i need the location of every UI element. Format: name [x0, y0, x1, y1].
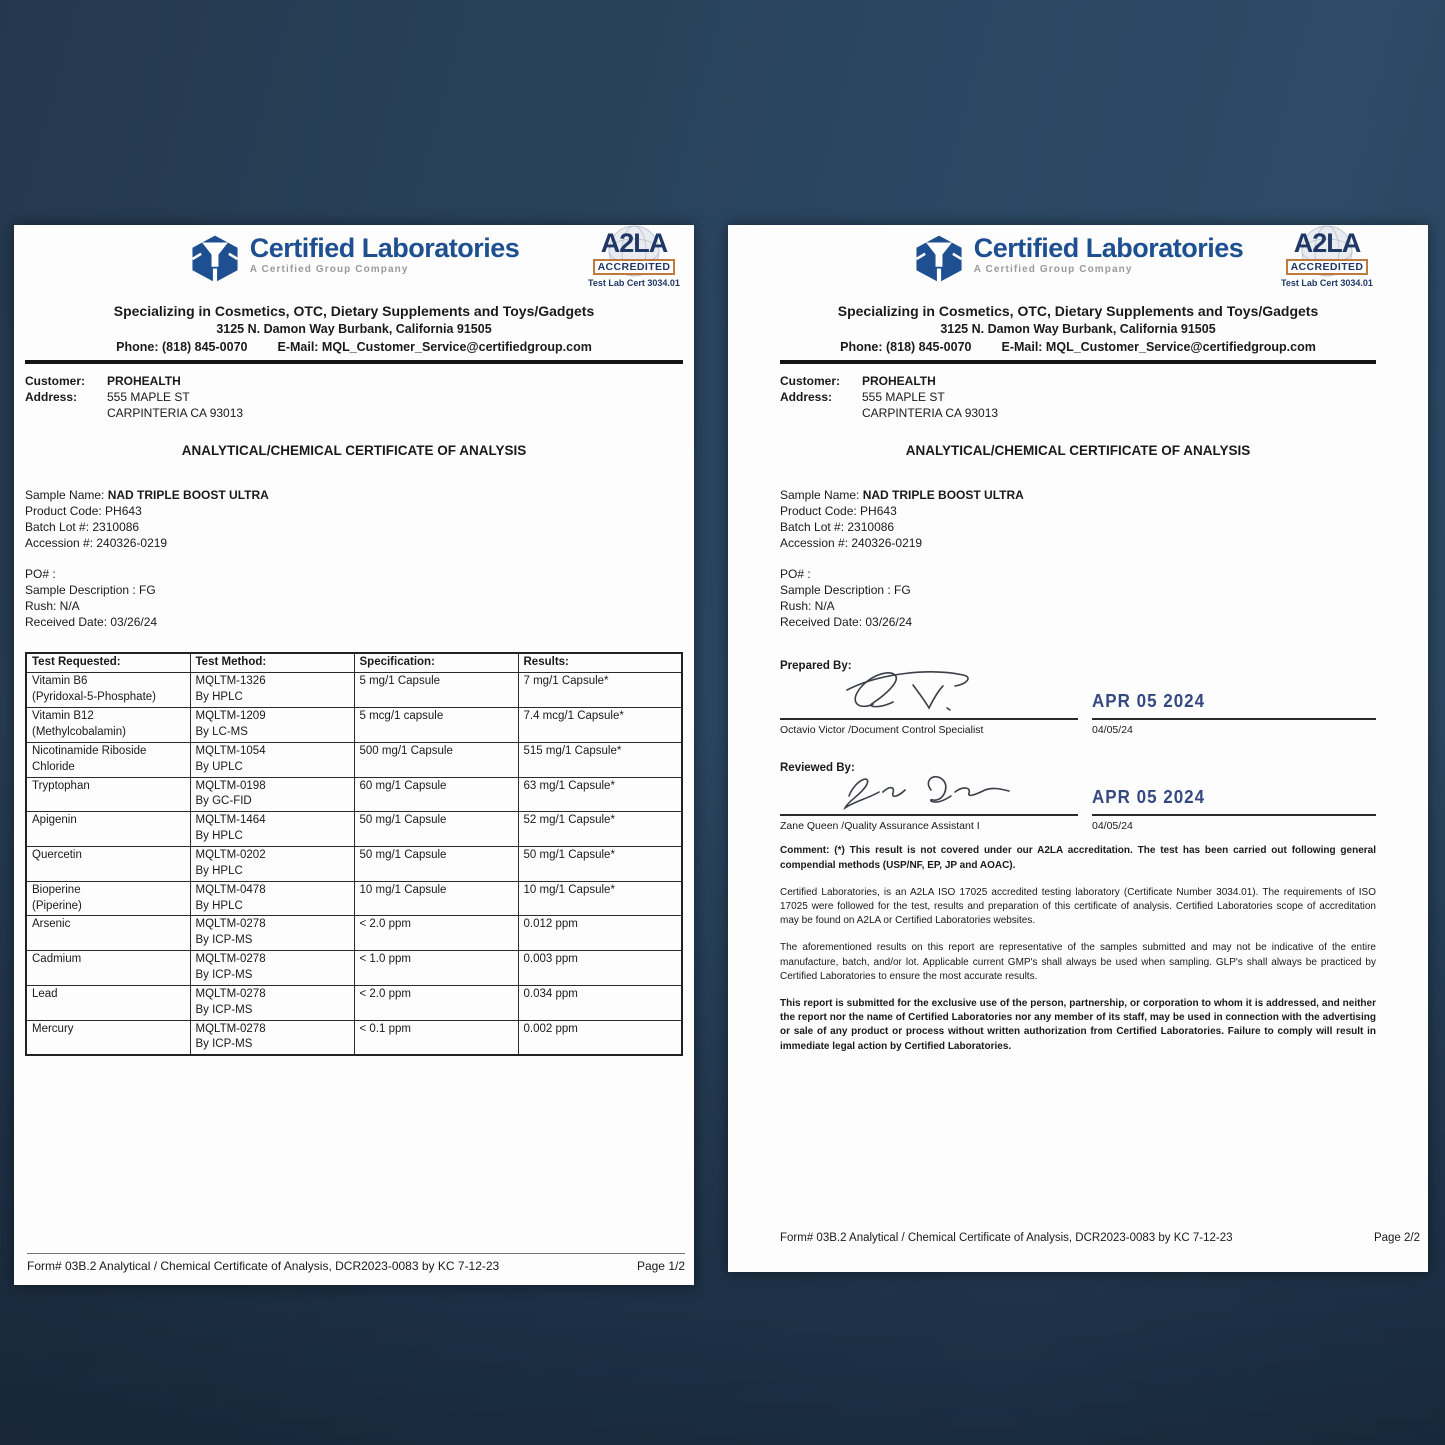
lab-address-line: 3125 N. Damon Way Burbank, California 91505: [216, 322, 492, 336]
test-requested-cell: Mercury: [26, 1020, 190, 1055]
col-test-method: Test Method:: [190, 653, 354, 672]
table-row: [26, 846, 682, 881]
lab-email: E-Mail: MQL_Customer_Service@certifiedgroup.com: [277, 340, 592, 354]
representative-paragraph: The aforementioned results on this report are representative of the samples submitted and may not be indicative of the entire manufacture, batch, and/or lot. Applicable current GMP's shall always be used when sampling. GLP's shall always be practiced by Certified Laboratories to ensure the most accurate results.: [780, 942, 1376, 982]
table-row: [26, 673, 682, 708]
results-cell: 0.034 ppm: [518, 985, 682, 1020]
footer-page-number: Page 2/2: [1373, 1232, 1420, 1244]
test-lab-cert-number: Test Lab Cert 3034.01: [1281, 278, 1373, 288]
certified-laboratories-logo-icon: [189, 234, 241, 289]
test-method-cell: MQLTM-0278 By ICP-MS: [190, 985, 354, 1020]
test-method-cell: MQLTM-1326 By HPLC: [190, 673, 354, 708]
customer-name: PROHEALTH: [862, 374, 936, 388]
lab-phone: Phone: (818) 845-0070: [116, 340, 248, 354]
results-cell: 7.4 mcg/1 Capsule*: [518, 708, 682, 743]
results-cell: 63 mg/1 Capsule*: [518, 777, 682, 812]
accredited-label: ACCREDITED: [593, 259, 676, 275]
accreditation-paragraph: Certified Laboratories, is an A2LA ISO 17025 accredited testing laboratory (Certificate Number 3034.01). The requirements of ISO 17025 were followed for the test, results and preparation of this certificate of analysis. Certified Laboratories scope of accreditation may be found on A2LA or Certified Laboratories websites.: [780, 886, 1376, 927]
test-method-cell: MQLTM-1054 By UPLC: [190, 742, 354, 777]
accession-number: Accession #: 240326-0219: [25, 536, 168, 551]
prepared-date: 04/05/24: [1092, 718, 1376, 736]
table-row: [26, 812, 682, 847]
specializing-line: Specializing in Cosmetics, OTC, Dietary Supplements and Toys/Gadgets: [113, 303, 595, 319]
po-number: PO# :: [25, 567, 56, 582]
specification-cell: < 1.0 ppm: [354, 951, 518, 986]
table-row: [26, 916, 682, 951]
results-cell: 50 mg/1 Capsule*: [518, 846, 682, 881]
specializing-line: Specializing in Cosmetics, OTC, Dietary Supplements and Toys/Gadgets: [837, 303, 1319, 319]
accession-number: Accession #: 240326-0219: [780, 536, 923, 551]
test-method-cell: MQLTM-1464 By HPLC: [190, 812, 354, 847]
test-requested-cell: Bioperine (Piperine): [26, 881, 190, 916]
customer-address-line1: 555 MAPLE ST: [862, 389, 945, 404]
a2la-accredited-badge: [1274, 230, 1380, 288]
test-method-cell: MQLTM-0202 By HPLC: [190, 846, 354, 881]
page2-footer: [780, 1232, 1420, 1244]
sample-info-block: [780, 487, 1376, 631]
test-requested-cell: Vitamin B6 (Pyridoxal-5-Phosphate): [26, 673, 190, 708]
header-divider: [780, 360, 1376, 364]
customer-label: Customer:: [780, 374, 841, 388]
test-requested-cell: Tryptophan: [26, 777, 190, 812]
prepared-name-title: Octavio Victor /Document Control Specialist: [780, 718, 1078, 736]
certificate-title: ANALYTICAL/CHEMICAL CERTIFICATE OF ANALYSIS: [181, 442, 527, 458]
reviewed-date: 04/05/24: [1092, 814, 1376, 832]
prepared-by-block: [780, 660, 1376, 736]
received-date: Received Date: 03/26/24: [780, 615, 913, 630]
table-row: [26, 777, 682, 812]
specification-cell: < 2.0 ppm: [354, 985, 518, 1020]
customer-address-line2: CARPINTERIA CA 93013: [107, 405, 244, 420]
test-method-cell: MQLTM-0278 By ICP-MS: [190, 916, 354, 951]
specification-cell: 50 mg/1 Capsule: [354, 846, 518, 881]
table-header-row: [26, 653, 682, 672]
reviewed-date-stamp: APR 05 2024: [1092, 787, 1206, 808]
rush: Rush: N/A: [780, 599, 835, 614]
customer-block: [780, 374, 1376, 422]
sample-description: Sample Description : FG: [780, 583, 911, 598]
test-method-cell: MQLTM-1209 By LC-MS: [190, 708, 354, 743]
a2la-logo-text: A2LA: [600, 228, 668, 258]
test-requested-cell: Arsenic: [26, 916, 190, 951]
specification-cell: 10 mg/1 Capsule: [354, 881, 518, 916]
product-code: Product Code: PH643: [780, 503, 897, 518]
prepared-signature: [835, 660, 1015, 718]
footer-form-line: Form# 03B.2 Analytical / Chemical Certificate of Analysis, DCR2023-0083 by KC 7-12-23: [27, 1259, 500, 1273]
specification-cell: < 2.0 ppm: [354, 916, 518, 951]
page1-footer: [27, 1253, 685, 1273]
batch-lot: Batch Lot #: 2310086: [25, 520, 140, 535]
reviewed-by-block: [780, 762, 1376, 832]
results-cell: 515 mg/1 Capsule*: [518, 742, 682, 777]
company-name: Certified Laboratories: [249, 233, 520, 263]
address-label: Address:: [780, 389, 833, 404]
company-name: Certified Laboratories: [973, 233, 1244, 263]
accredited-label: ACCREDITED: [1286, 259, 1369, 275]
test-lab-cert-number: Test Lab Cert 3034.01: [588, 278, 680, 288]
specification-cell: 5 mcg/1 capsule: [354, 708, 518, 743]
coa-page-2: [728, 225, 1428, 1272]
customer-label: Customer:: [25, 374, 86, 388]
sample-name-label: Sample Name:: [25, 487, 108, 502]
sample-name-value: NAD TRIPLE BOOST ULTRA: [862, 487, 1024, 502]
test-requested-cell: Quercetin: [26, 846, 190, 881]
results-cell: 0.003 ppm: [518, 951, 682, 986]
specification-cell: 50 mg/1 Capsule: [354, 812, 518, 847]
a2la-logo-text: A2LA: [1293, 228, 1361, 258]
po-number: PO# :: [780, 567, 811, 582]
product-code: Product Code: PH643: [25, 503, 142, 518]
customer-block: [25, 374, 683, 422]
results-table: [25, 652, 683, 1056]
comment-paragraph: Comment: (*) This result is not covered under our A2LA accreditation. The test has been carried out following general compendial methods (USP/NF, EP, JP and AOAC).: [780, 845, 1376, 871]
test-requested-cell: Nicotinamide Riboside Chloride: [26, 742, 190, 777]
col-test-requested: Test Requested:: [26, 653, 190, 672]
specification-cell: 5 mg/1 Capsule: [354, 673, 518, 708]
table-row: [26, 1020, 682, 1055]
prepared-by-label: Prepared By:: [780, 660, 852, 673]
results-cell: 7 mg/1 Capsule*: [518, 673, 682, 708]
prepared-date-stamp: APR 05 2024: [1092, 691, 1206, 712]
results-cell: 0.012 ppm: [518, 916, 682, 951]
table-row: [26, 951, 682, 986]
col-results: Results:: [518, 653, 682, 672]
specification-cell: 60 mg/1 Capsule: [354, 777, 518, 812]
sample-description: Sample Description : FG: [25, 583, 156, 598]
rush: Rush: N/A: [25, 599, 80, 614]
address-label: Address:: [25, 389, 78, 404]
col-specification: Specification:: [354, 653, 518, 672]
results-cell: 10 mg/1 Capsule*: [518, 881, 682, 916]
specification-cell: < 0.1 ppm: [354, 1020, 518, 1055]
company-subtitle: A Certified Group Company: [973, 264, 1133, 276]
certified-laboratories-logo-icon: [913, 234, 965, 289]
results-cell: 52 mg/1 Capsule*: [518, 812, 682, 847]
document-header: [25, 229, 683, 364]
coa-page-1: [14, 225, 694, 1285]
reviewed-name-title: Zane Queen /Quality Assurance Assistant I: [780, 814, 1078, 832]
lab-email: E-Mail: MQL_Customer_Service@certifiedgroup.com: [1001, 340, 1316, 354]
certificate-title: ANALYTICAL/CHEMICAL CERTIFICATE OF ANALYSIS: [905, 442, 1251, 458]
table-row: [26, 742, 682, 777]
header-divider: [25, 360, 683, 364]
table-row: [26, 985, 682, 1020]
sample-name-label: Sample Name:: [780, 487, 863, 502]
test-method-cell: MQLTM-0478 By HPLC: [190, 881, 354, 916]
document-header: [780, 229, 1376, 364]
table-row: [26, 881, 682, 916]
received-date: Received Date: 03/26/24: [25, 615, 158, 630]
test-requested-cell: Lead: [26, 985, 190, 1020]
customer-name: PROHEALTH: [107, 374, 181, 388]
company-subtitle: A Certified Group Company: [249, 264, 409, 276]
reviewed-signature: [835, 762, 1035, 814]
sample-name-value: NAD TRIPLE BOOST ULTRA: [107, 487, 269, 502]
test-requested-cell: Cadmium: [26, 951, 190, 986]
table-row: [26, 708, 682, 743]
a2la-accredited-badge: [581, 230, 687, 288]
test-requested-cell: Vitamin B12 (Methylcobalamin): [26, 708, 190, 743]
sample-info-block: [25, 487, 683, 631]
exclusive-use-paragraph: This report is submitted for the exclusive use of the person, partnership, or corporation to whom it is addressed, and neither the report nor the name of Certified Laboratories nor any member of its staff, may be used in connection with the advertising or sale of any product or process without written authorization from Certified Laboratories. Failure to comply will result in immediate legal action by Certified Laboratories.: [780, 997, 1376, 1052]
reviewed-by-label: Reviewed By:: [780, 762, 855, 775]
lab-phone: Phone: (818) 845-0070: [840, 340, 972, 354]
lab-address-line: 3125 N. Damon Way Burbank, California 91505: [940, 322, 1216, 336]
results-cell: 0.002 ppm: [518, 1020, 682, 1055]
test-requested-cell: Apigenin: [26, 812, 190, 847]
customer-address-line2: CARPINTERIA CA 93013: [862, 405, 999, 420]
specification-cell: 500 mg/1 Capsule: [354, 742, 518, 777]
footer-page-number: Page 1/2: [636, 1259, 685, 1273]
test-method-cell: MQLTM-0198 By GC-FID: [190, 777, 354, 812]
batch-lot: Batch Lot #: 2310086: [780, 520, 895, 535]
test-method-cell: MQLTM-0278 By ICP-MS: [190, 1020, 354, 1055]
test-method-cell: MQLTM-0278 By ICP-MS: [190, 951, 354, 986]
results-table-body: [26, 673, 682, 1055]
footer-form-line: Form# 03B.2 Analytical / Chemical Certificate of Analysis, DCR2023-0083 by KC 7-12-23: [780, 1232, 1233, 1244]
customer-address-line1: 555 MAPLE ST: [107, 389, 190, 404]
